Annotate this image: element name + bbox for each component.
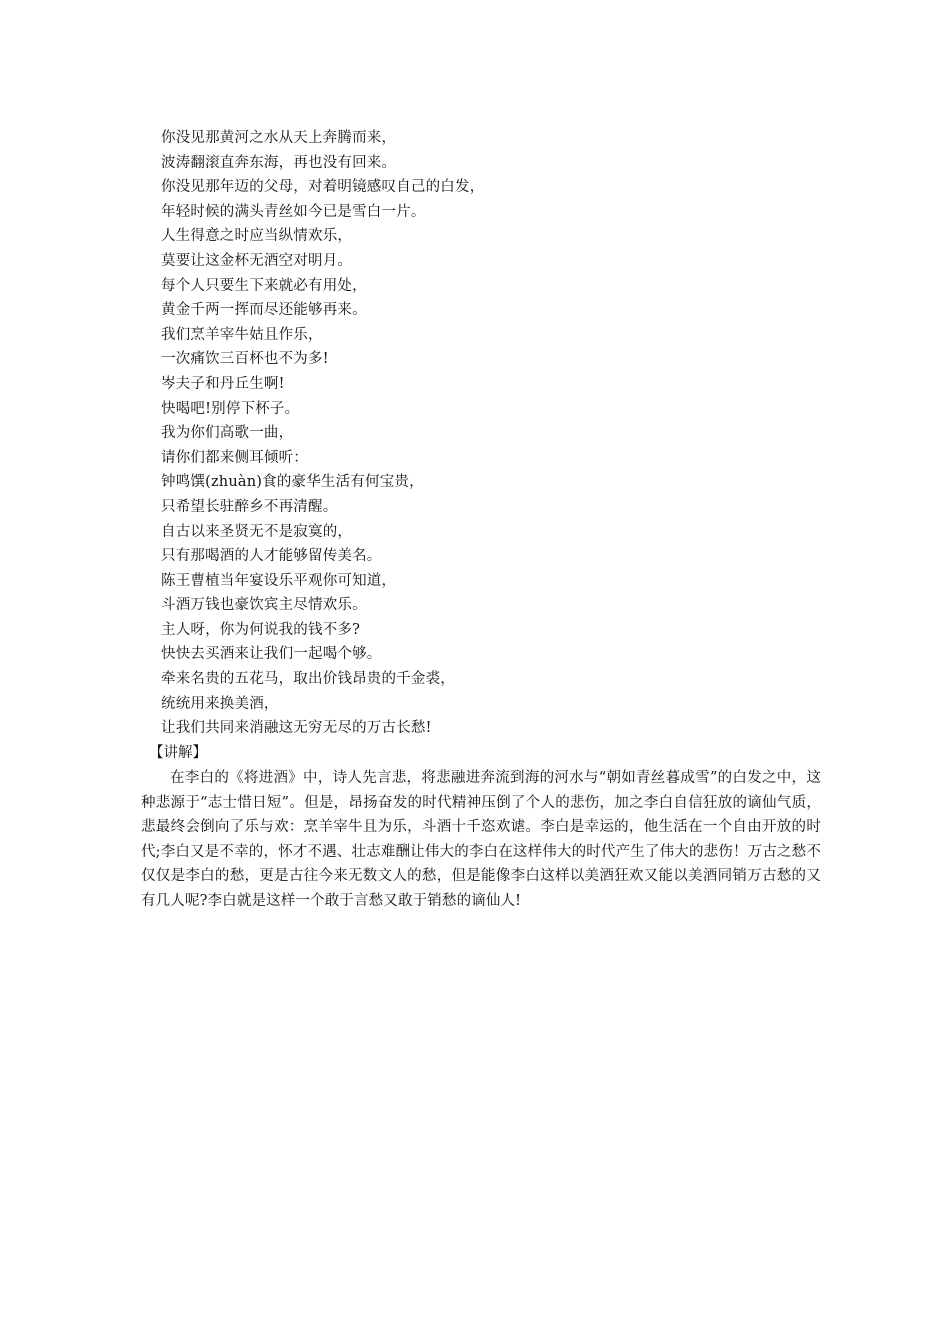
- poem-line: 让我们共同来消融这无穷无尽的万古长愁!: [161, 720, 432, 737]
- poem-line: 你没见那年迈的父母，对着明镜感叹自己的白发，: [161, 179, 485, 196]
- poem-line: 黄金千两一挥而尽还能够再来。: [161, 302, 367, 319]
- poem-line: 钟鸣馔(zhuàn)食的豪华生活有何宝贵，: [161, 474, 424, 491]
- poem-line: 牵来名贵的五花马，取出价钱昂贵的千金裘，: [161, 671, 455, 688]
- poem-line: 人生得意之时应当纵情欢乐，: [161, 228, 353, 245]
- poem-line: 波涛翻滚直奔东海，再也没有回来。: [161, 154, 397, 171]
- explanation-paragraph: 在李白的《将进酒》中，诗人先言悲，将悲融进奔流到海的河水与“朝如青丝暮成雪”的白发之中，这种悲源于“志士惜日短”。但是，昂扬奋发的时代精神压倒了个人的悲伤，加之李白自信狂放的谪仙气质，悲最终会倒向了乐与欢：烹羊宰牛且为乐，斗酒十千恣欢谑。李白是幸运的，他生活在一个自由开放的时代;李白又是不幸的，怀才不遇、壮志难酬让伟大的李白在这样伟大的时代产生了伟大的悲伤！万古之愁不仅仅是李白的愁，更是古往今来无数文人的愁，但是能像李白这样以美酒狂欢又能以美酒同销万古愁的又有几人呢?李白就是这样一个敢于言愁又敢于销愁的谪仙人!: [141, 770, 821, 909]
- poem-line: 只希望长驻醉乡不再清醒。: [161, 498, 338, 515]
- poem-line: 莫要让这金杯无酒空对明月。: [161, 252, 353, 269]
- poem-line: 斗酒万钱也豪饮宾主尽情欢乐。: [161, 597, 367, 614]
- poem-line: 主人呀，你为何说我的钱不多?: [161, 621, 361, 638]
- poem-line: 快喝吧!别停下杯子。: [161, 400, 300, 417]
- poem-line: 我们烹羊宰牛姑且作乐，: [161, 326, 323, 343]
- poem-line: 年轻时候的满头青丝如今已是雪白一片。: [161, 203, 426, 220]
- poem-line: 请你们都来侧耳倾听：: [161, 449, 308, 466]
- poem-line: 我为你们高歌一曲，: [161, 425, 294, 442]
- poem-line: 每个人只要生下来就必有用处，: [161, 277, 367, 294]
- poem-line: 岑夫子和丹丘生啊!: [161, 375, 285, 392]
- poem-line: 自古以来圣贤无不是寂寞的，: [161, 523, 353, 540]
- poem-line: 一次痛饮三百杯也不为多!: [161, 351, 329, 368]
- poem-translation: [161, 126, 484, 741]
- poem-line: 陈王曹植当年宴设乐平观你可知道，: [161, 572, 397, 589]
- poem-line: 快快去买酒来让我们一起喝个够。: [161, 646, 382, 663]
- explanation-heading: 【讲解】: [149, 745, 207, 761]
- poem-line: 你没见那黄河之水从天上奔腾而来，: [161, 130, 397, 146]
- poem-line: 统统用来换美酒，: [161, 695, 279, 712]
- poem-line: 只有那喝酒的人才能够留传美名。: [161, 548, 382, 565]
